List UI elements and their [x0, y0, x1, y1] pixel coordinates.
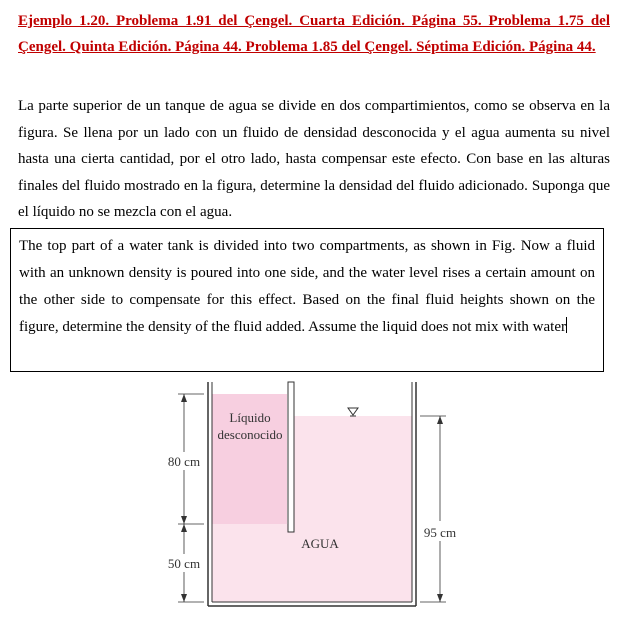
label-water: AGUA	[301, 536, 339, 551]
label-dim-95: 95 cm	[423, 525, 457, 540]
water-right-column	[294, 416, 412, 524]
label-unknown-liquid-1: Líquido	[229, 410, 271, 425]
label-unknown-liquid-2: desconocido	[217, 427, 283, 442]
example-heading: Ejemplo 1.20. Problema 1.91 del Çengel. Cuarta Edición. Página 55. Problema 1.75 del Çengel. Quinta Edición. Página 44. Problema 1.85 del Çengel. Séptima Edición. Página 44.	[18, 13, 610, 55]
tank-diagram	[140, 378, 470, 618]
spanish-problem-text: La parte superior de un tanque de agua se divide en dos compartimientos, como se observa en la figura. Se llena por un lado con un fluido de densidad desconocida y el agua aumenta su nivel hasta una cierta cantidad, por el otro lado, hasta compensar este efecto. Con base en las alturas finales del fluido mostrado en la figura, determine la densidad del fluido adicionado. Suponga que el líquido no se mezcla con el agua.	[18, 98, 610, 220]
divider-plate	[288, 382, 294, 532]
english-problem-box[interactable]	[10, 228, 604, 372]
label-dim-50: 50 cm	[167, 556, 201, 571]
label-dim-80: 80 cm	[167, 454, 201, 469]
text-cursor	[566, 317, 567, 333]
english-problem-text: The top part of a water tank is divided into two compartments, as shown in Fig. Now a fluid with an unknown density is poured into one side, and the water level rises a certain amount on the other side to compensate for this effect. Based on the final fluid heights shown on the figure, determine the density of the fluid added. Assume the liquid does not mix with water	[19, 238, 595, 335]
water-surface-marker-icon	[348, 408, 358, 415]
tank-figure	[140, 378, 470, 618]
